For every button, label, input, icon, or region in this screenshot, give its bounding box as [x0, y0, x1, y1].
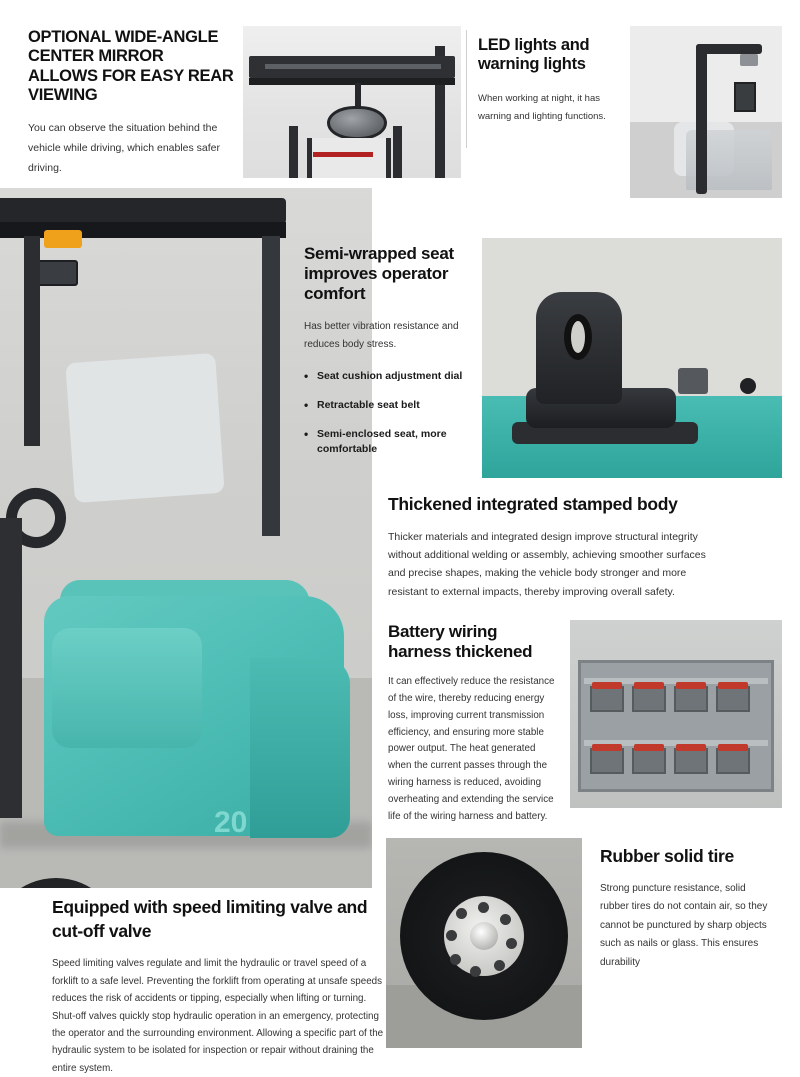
center-mirror-photo	[243, 26, 461, 178]
wiring-harness-red	[592, 744, 622, 751]
wiring-harness-red	[718, 682, 748, 689]
guard-crossbar	[265, 64, 441, 69]
lug-nut	[506, 938, 517, 949]
guard-post	[696, 44, 707, 194]
tire-photo	[386, 838, 582, 1048]
wall-background	[482, 238, 782, 396]
mast-rail	[0, 518, 22, 818]
lug-nut	[500, 914, 511, 925]
guard-post-right	[262, 236, 280, 536]
section-battery-harness	[388, 622, 558, 826]
rubber-tire-description: Strong puncture resistance, solid rubber tires do not contain air, so they cannot be punctured by sharp objects such as nails or glass. This ensures durability	[600, 882, 768, 968]
seat-feature-list	[304, 369, 474, 456]
overhead-guard-roof	[0, 198, 286, 224]
wiring-harness-red	[634, 744, 664, 751]
lug-nut	[494, 960, 505, 971]
section-rubber-tire	[600, 846, 768, 972]
battery-cell	[632, 686, 666, 712]
section-seat	[304, 244, 474, 471]
center-mirror-description: You can observe the situation behind the vehicle while driving, which enables safer driving.	[28, 121, 221, 174]
center-mirror-title: OPTIONAL WIDE-ANGLE CENTER MIRROR ALLOWS FOR EASY REAR VIEWING	[28, 28, 234, 105]
seat-belt-retractor	[678, 368, 708, 394]
lug-nut	[446, 930, 457, 941]
seat-title: Semi-wrapped seat improves operator comfort	[304, 244, 454, 304]
mast-assembly	[307, 138, 391, 178]
battery-harness-title: Battery wiring harness thickened	[388, 622, 533, 662]
speed-valve-title: Equipped with speed limiting valve and cut-off valve	[52, 897, 368, 941]
led-lights-title: LED lights and warning lights	[478, 36, 590, 74]
seat-photo	[482, 238, 782, 478]
battery-cell	[590, 748, 624, 774]
battery-cell	[590, 686, 624, 712]
lug-nut	[478, 902, 489, 913]
hub-cap	[470, 922, 498, 950]
wiring-harness-red	[592, 682, 622, 689]
wiring-harness-red	[676, 744, 706, 751]
warning-lamp-icon	[740, 54, 758, 66]
seat-description: Has better vibration resistance and reduces body stress.	[304, 321, 459, 350]
work-lamp-icon	[36, 260, 78, 286]
wiring-harness-red	[676, 682, 706, 689]
speed-valve-description: Speed limiting valves regulate and limit the hydraulic or travel speed of a forklift to a safe level. Preventing the forklift from operating at unsafe speeds reduces the risk of accidents or tipping, especially when lifting or turning. Shut-off valves quickly stop hydraulic operation in an emergency, protecting the operator and the surrounding environment. Allowing a specific part of the hydraulic system to be isolated for inspection or repair without draining the entire system.	[52, 958, 384, 1074]
battery-photo	[570, 620, 782, 808]
section-center-mirror	[28, 28, 236, 179]
hydraulic-hose-red	[313, 152, 373, 157]
wiring-harness-red	[634, 682, 664, 689]
vertical-divider	[466, 30, 467, 148]
led-lights-photo	[630, 26, 782, 198]
capacity-marking: 20	[214, 806, 248, 839]
guard-underside	[249, 78, 455, 85]
stamped-body-description: Thicker materials and integrated design improve structural integrity without additional welding or assembly, achieving smoother surfaces and precise shapes, making the vehicle body stronger and more resistant to external impacts, thereby improving overall safety.	[388, 530, 706, 598]
backrest-handle-cutout	[564, 314, 592, 360]
battery-cell	[716, 686, 750, 712]
section-speed-limiting-valve	[52, 896, 390, 1077]
counterweight	[250, 658, 350, 838]
mast-rail-right	[393, 126, 402, 178]
cushion-adjustment-dial	[740, 378, 756, 394]
battery-cell	[632, 748, 666, 774]
lug-nut	[456, 908, 467, 919]
guard-post-left	[24, 236, 40, 446]
battery-harness-description: It can effectively reduce the resistance of the wire, thereby reducing energy loss, improving current transmission efficiency, and ensuring more stable power output. The heat generated when the current passes through the wiring harness is reduced, avoiding overheating and extending the service life of the wiring harness and battery.	[388, 676, 555, 822]
warning-beacon-icon	[44, 230, 82, 248]
stamped-body-title: Thickened integrated stamped body	[388, 494, 678, 514]
list-item: • Seat cushion adjustment dial	[304, 369, 474, 383]
section-led-lights	[478, 36, 630, 125]
lug-nut	[470, 966, 481, 977]
battery-cell	[674, 748, 708, 774]
section-stamped-body	[388, 494, 718, 601]
mast-rail-left	[289, 126, 298, 178]
overhead-guard-underside	[0, 222, 286, 238]
rubber-tire-title: Rubber solid tire	[600, 846, 734, 866]
battery-cell	[716, 748, 750, 774]
led-work-lamp-icon	[734, 82, 756, 112]
wiring-harness-red	[718, 744, 748, 751]
lug-nut	[450, 954, 461, 965]
battery-hood	[52, 628, 202, 748]
list-item: • Semi-enclosed seat, more comfortable	[304, 427, 474, 455]
led-lights-description: When working at night, it has warning and lighting functions.	[478, 92, 606, 122]
battery-cell	[674, 686, 708, 712]
wide-angle-mirror-icon	[327, 106, 387, 140]
list-item: • Retractable seat belt	[304, 398, 474, 412]
seat-protective-wrap	[65, 353, 224, 503]
